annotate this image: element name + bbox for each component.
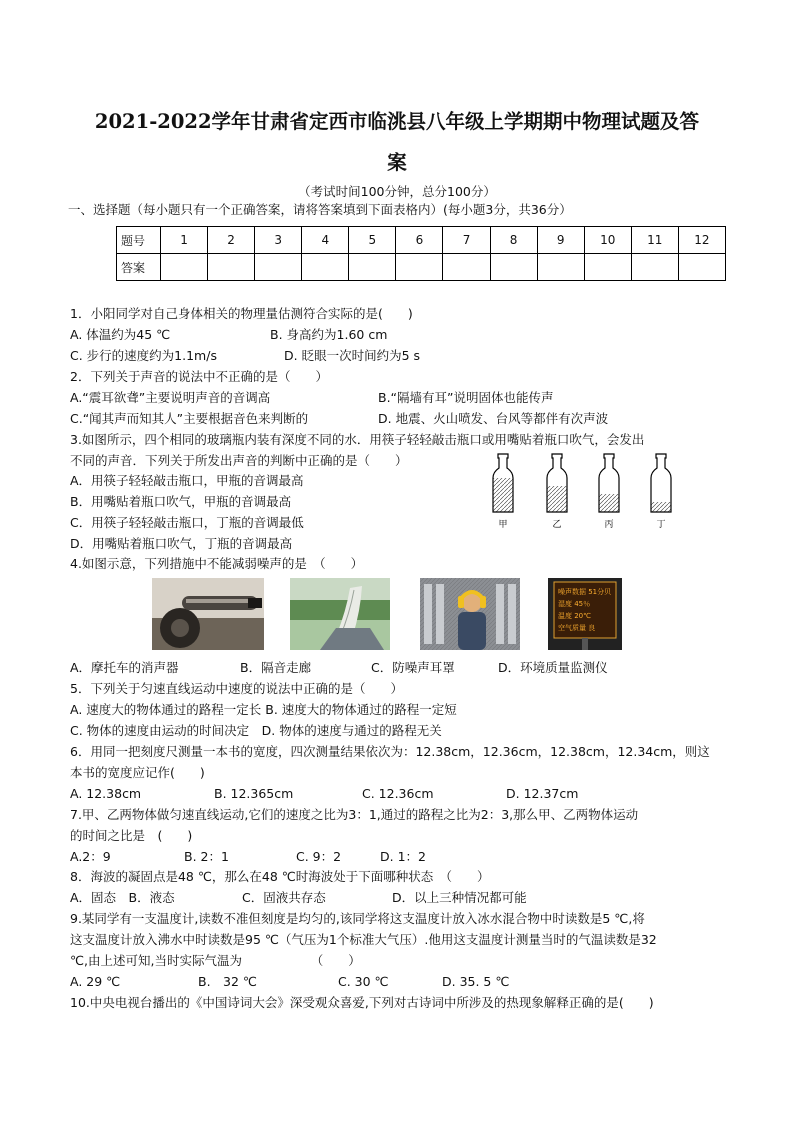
question-7-option-b: B. 2：1 xyxy=(184,849,229,864)
question-3-option-d: D．用嘴贴着瓶口吹气，丁瓶的音调最高 xyxy=(70,536,293,551)
row-header-number: 题号 xyxy=(117,227,161,254)
question-5-options-cd: C. 物体的速度由运动的时间决定 D. 物体的速度与通过的路程无关 xyxy=(70,723,442,738)
bottle-label: 甲 xyxy=(498,520,508,530)
table-cell: 8 xyxy=(490,227,537,254)
motorcycle-muffler-image xyxy=(152,578,264,650)
answer-cell[interactable] xyxy=(678,254,725,281)
question-7-option-d: D. 1：2 xyxy=(380,849,426,864)
question-4-option-b: B．隔音走廊 xyxy=(240,660,312,675)
document-title-line2: 案 xyxy=(387,151,407,174)
answer-cell[interactable] xyxy=(161,254,208,281)
question-1-option-c: C. 步行的速度约为1.1m/s xyxy=(70,348,217,363)
answer-cell[interactable] xyxy=(255,254,302,281)
question-7-stem-line2: 的时间之比是 ( ) xyxy=(70,828,193,843)
question-6-option-b: B. 12.365cm xyxy=(214,786,294,801)
question-6-stem-line2: 本书的宽度应记作( ) xyxy=(70,765,205,780)
question-1-option-d: D. 眨眼一次时间约为5 s xyxy=(284,348,421,363)
question-9-option-d: D. 35. 5 ℃ xyxy=(442,974,510,989)
question-5-stem: 5．下列关于匀速直线运动中速度的说法中正确的是（ ） xyxy=(70,681,403,696)
question-3-option-c: C．用筷子轻轻敲击瓶口，丁瓶的音调最低 xyxy=(70,515,304,530)
question-3-option-a: A．用筷子轻轻敲击瓶口，甲瓶的音调最高 xyxy=(70,473,304,488)
question-6-option-c: C. 12.36cm xyxy=(362,786,434,801)
question-4-option-d: D．环境质量监测仪 xyxy=(498,660,608,675)
monitor-line: 空气质量 良 xyxy=(558,624,596,632)
monitor-line: 噪声数据 51分贝 xyxy=(558,588,612,596)
question-4-stem: 4.如图示意，下列措施中不能减弱噪声的是 （ ） xyxy=(70,556,364,571)
question-6-option-d: D. 12.37cm xyxy=(506,786,579,801)
table-cell: 3 xyxy=(255,227,302,254)
question-1-option-a: A. 体温约为45 ℃ xyxy=(70,327,171,342)
bottle-label: 丁 xyxy=(656,520,666,530)
question-8-stem: 8．海波的凝固点是48 ℃，那么在48 ℃时海波处于下面哪种状态 （ ） xyxy=(70,869,490,884)
question-9-stem-line2: 这支温度计放入沸水中时读数是95 ℃（气压为1个标准大气压）.他用这支温度计测量当时的气温读数是32 xyxy=(70,932,657,947)
question-7-stem-line1: 7.甲、乙两物体做匀速直线运动,它们的速度之比为3：1,通过的路程之比为2：3,那么甲、乙两物体运动 xyxy=(70,807,639,822)
soundproof-corridor-image xyxy=(290,578,390,650)
question-2-option-c: C.“闻其声而知其人”主要根据音色来判断的 xyxy=(70,411,309,426)
answer-cell[interactable] xyxy=(349,254,396,281)
table-cell: 6 xyxy=(396,227,443,254)
table-row-numbers xyxy=(117,227,726,254)
table-cell: 4 xyxy=(302,227,349,254)
document-title-line1: 2021-2022学年甘肃省定西市临洮县八年级上学期期中物理试题及答 xyxy=(94,110,700,133)
answer-cell[interactable] xyxy=(443,254,490,281)
table-cell: 7 xyxy=(443,227,490,254)
answer-cell[interactable] xyxy=(490,254,537,281)
question-2-option-a: A.“震耳欲聋”主要说明声音的音调高 xyxy=(70,390,271,405)
exam-info: （考试时间100分钟，总分100分） xyxy=(298,184,496,199)
question-9-option-a: A. 29 ℃ xyxy=(70,974,121,989)
question-9-option-c: C. 30 ℃ xyxy=(338,974,389,989)
monitor-line: 温度 20℃ xyxy=(558,612,591,620)
question-2-option-d: D. 地震、火山喷发、台风等都伴有次声波 xyxy=(378,411,609,426)
table-row-answers xyxy=(117,254,726,281)
answer-cell[interactable] xyxy=(302,254,349,281)
answer-cell[interactable] xyxy=(208,254,255,281)
question-1-option-b: B. 身高约为1.60 cm xyxy=(270,327,388,342)
question-9-option-b: B. 32 ℃ xyxy=(198,974,257,989)
bottle-icon xyxy=(547,454,567,512)
environment-monitor-image xyxy=(548,578,622,650)
question-2-option-b: B.“隔墙有耳”说明固体也能传声 xyxy=(378,390,554,405)
bottle-icon xyxy=(651,454,671,512)
question-7-option-c: C. 9：2 xyxy=(296,849,342,864)
section-heading: 一、选择题（每小题只有一个正确答案，请将答案填到下面表格内）(每小题3分，共36分） xyxy=(68,202,572,217)
question-8-option-c: C．固液共存态 xyxy=(242,890,326,905)
question-4-option-c: C．防噪声耳罩 xyxy=(371,660,455,675)
answer-cell[interactable] xyxy=(396,254,443,281)
bottle-label: 丙 xyxy=(604,520,614,530)
question-5-options-ab: A. 速度大的物体通过的路程一定长 B. 速度大的物体通过的路程一定短 xyxy=(70,702,457,717)
table-cell: 11 xyxy=(631,227,678,254)
table-cell: 5 xyxy=(349,227,396,254)
question-9-stem-line3: ℃,由上述可知,当时实际气温为 （ ） xyxy=(70,953,361,968)
question-6-option-a: A. 12.38cm xyxy=(70,786,142,801)
question-3-option-b: B．用嘴贴着瓶口吹气，甲瓶的音调最高 xyxy=(70,494,292,509)
question-4-option-a: A．摩托车的消声器 xyxy=(70,660,179,675)
bottles-figure xyxy=(476,452,686,532)
bottle-label: 乙 xyxy=(552,520,562,530)
question-7-option-a: A.2：9 xyxy=(70,849,111,864)
answer-cell[interactable] xyxy=(537,254,584,281)
question-3-stem-line1: 3.如图所示，四个相同的玻璃瓶内装有深度不同的水．用筷子轻轻敲击瓶口或用嘴贴着瓶口吹气，会发出 xyxy=(70,432,645,447)
answer-cell[interactable] xyxy=(584,254,631,281)
table-cell: 10 xyxy=(584,227,631,254)
question-3-stem-line2: 不同的声音．下列关于所发出声音的判断中正确的是（ ） xyxy=(70,453,408,468)
monitor-line: 湿度 45％ xyxy=(558,600,591,608)
answer-table xyxy=(116,226,726,281)
table-cell: 9 xyxy=(537,227,584,254)
question-9-stem-line1: 9.某同学有一支温度计,读数不准但刻度是均匀的,该同学将这支温度计放入冰水混合物中时读数是5 ℃,将 xyxy=(70,911,645,926)
bottle-icon xyxy=(493,454,513,512)
question-1-stem: 1．小阳同学对自己身体相关的物理量估测符合实际的是( ) xyxy=(70,306,413,321)
question-2-stem: 2．下列关于声音的说法中不正确的是（ ） xyxy=(70,369,328,384)
ear-protection-image xyxy=(420,578,520,650)
table-cell: 2 xyxy=(208,227,255,254)
row-header-answer: 答案 xyxy=(117,254,161,281)
question-10-stem: 10.中央电视台播出的《中国诗词大会》深受观众喜爱,下列对古诗词中所涉及的热现象解释正确的是( ) xyxy=(70,995,654,1010)
question-6-stem-line1: 6．用同一把刻度尺测量一本书的宽度，四次测量结果依次为：12.38cm，12.36cm，12.38cm，12.34cm，则这 xyxy=(70,744,710,759)
answer-cell[interactable] xyxy=(631,254,678,281)
bottle-icon xyxy=(599,454,619,512)
question-8-option-d: D．以上三种情况都可能 xyxy=(392,890,527,905)
question-8-options-ab: A．固态 B．液态 xyxy=(70,890,175,905)
table-cell: 12 xyxy=(678,227,725,254)
table-cell: 1 xyxy=(161,227,208,254)
